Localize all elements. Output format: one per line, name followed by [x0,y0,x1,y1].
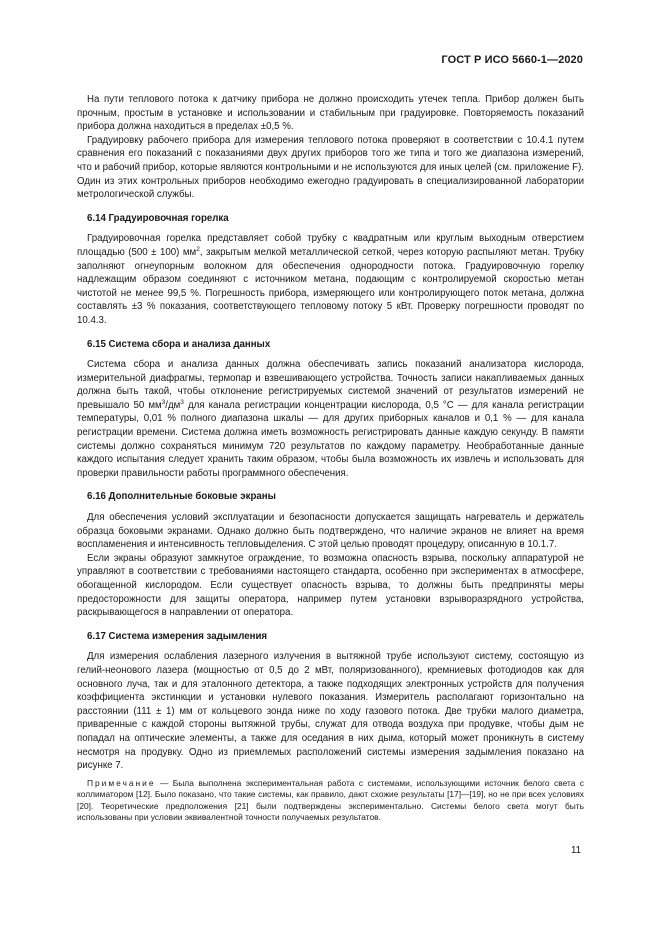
section-6-15-paragraph [77,358,584,480]
note-text: — Была выполнена экспериментальная работа с системами, использующими источник белого света с коллиматором [12]. Было показано, что такие системы, как правило, дают схожие результаты [17]—[19], но не при всех условиях [20]. Теоретические предположения [21] были подтверждены экспериментально. Системы белого света могут быть использованы при условии эквивалентной точности получаемых результатов. [77,777,584,822]
section-6-14-paragraph [77,232,584,327]
section-6-17-title: 6.17 Система измерения задымления [87,630,268,642]
text-fragment: Градуировочная горелка представляет собой трубку с квадратным или круглым выходным отверстием площадью (500 ± 100) мм [77,233,584,258]
text-fragment: для канала регистрации концентрации кислорода, 0,5 °С — для канала регистрации температуры, 0,01 % полного диапазона шкалы — для других приборных каналов и 0,1 % — для канала регистрации времени. Система должна иметь возможность регистрировать данные каждую секунду. В памяти системы должно сохраняться минимум 720 результатов по каждому параметру. Необработанные данные каждого испытания следует хранить таким образом, чтобы была возможность их извлечь и использовать для проверки правильности работы программного обеспечения. [77,399,584,479]
text-fragment: /дм [165,399,181,411]
section-6-14-title: 6.14 Градуировочная горелка [87,212,229,224]
section-6-16-title: 6.16 Дополнительные боковые экраны [87,491,276,503]
intro-paragraph-2: Градуировку рабочего прибора для измерения теплового потока проверяют в соответствии с 10.4.1 путем сравнения его показаний с показаниями двух других приборов того же типа и того же диапазона измерений, что и рабочий прибор, которые являются контрольными и не используются для иных целей (см. приложение F). Один из этих контрольных приборов необходимо ежегодно градуировать в специализированной лаборатории метрологической службы. [77,134,584,201]
note-label: Примечание [87,777,156,788]
section-6-16-paragraph-2: Если экраны образуют замкнутое ограждение, то возможна опасность взрыва, поскольку аппаратурой не управляют в соответствии с требованиями настоящего стандарта, особенно при экспериментах в атмосфере, обогащенной кислородом. Если существует опасность взрыва, то должны быть предприняты меры предосторожности для защиты оператора, например путем установки взрыворазрядного устройства, раскрывающегося в направлении от оператора. [77,552,584,619]
standard-header: ГОСТ Р ИСО 5660-1—2020 [441,54,583,66]
superscript: 2 [196,245,200,253]
superscript: 3 [180,398,184,406]
section-6-15-title: 6.15 Система сбора и анализа данных [87,338,271,350]
page-number: 11 [570,845,581,856]
intro-paragraph-1: На пути теплового потока к датчику прибора не должно происходить утечек тепла. Прибор должен быть прочным, простым в установке и использовании и стабильным при градуировке. Повторяемость показаний прибора должна находиться в пределах ±0,5 %. [77,94,584,133]
text-fragment: , закрытым мелкой металлической сеткой, через которую распыляют метан. Трубку заполняют огнеупорным волокном для обеспечения однородности потока. Градуировочную горелку надлежащим образом соединяют с источником метана, подающим с контролируемой скоростью метан чистотой не менее 99,5 %. Погрешность прибора, измеряющего или контролирующего поток метана, должна составлять ±3 % показания, соответствующего тепловому потоку 5 кВт. Проверку погрешности проводят по 10.4.3. [77,246,584,326]
text-fragment: Система сбора и анализа данных должна обеспечивать запись показаний анализатора кислорода, измерительной диафрагмы, термопар и взвешивающего устройства. Точность записи накапливаемых данных должна быть такой, чтобы отклонение регистрируемых системой значений от результатов измерений не превышало 50 мм [77,359,584,411]
section-6-17-note [77,778,584,824]
section-6-17-paragraph: Для измерения ослабления лазерного излучения в вытяжной трубе используют систему, состоящую из гелий-неонового лазера (мощностью от 0,5 до 2 мВт, поляризованного), кремниевых фотодиодов как для основного луча, так и для эталонного детектора, а также подходящих электронных устройств для получения коэффициента экстинкции и установки нулевого показания. Измеритель располагают горизонтально на расстоянии (111 ± 1) мм от кольцевого зонда ниже по ходу газового потока. Две трубки малого диаметра, приваренные с каждой стороны вытяжной трубы, служат для отвода воздуха при продувке, чтобы дым не попадал на оптические элементы, а также для оседания в них дыма, который может проникнуть в систему несмотря на продувку. Одно из приемлемых расположений системы измерения задымления показано на рисунке 7. [77,651,584,772]
section-6-16-paragraph-1: Для обеспечения условий эксплуатации и безопасности допускается защищать нагреватель и держатель образца боковыми экранами. Однако должно быть подтверждено, что наличие экранов не влияет на время воспламенения и интенсивность тепловыделения. С этой целью проводят процедуру, описанную в 10.1.7. [77,512,584,551]
superscript: 3 [161,398,166,406]
page-body [77,93,584,823]
